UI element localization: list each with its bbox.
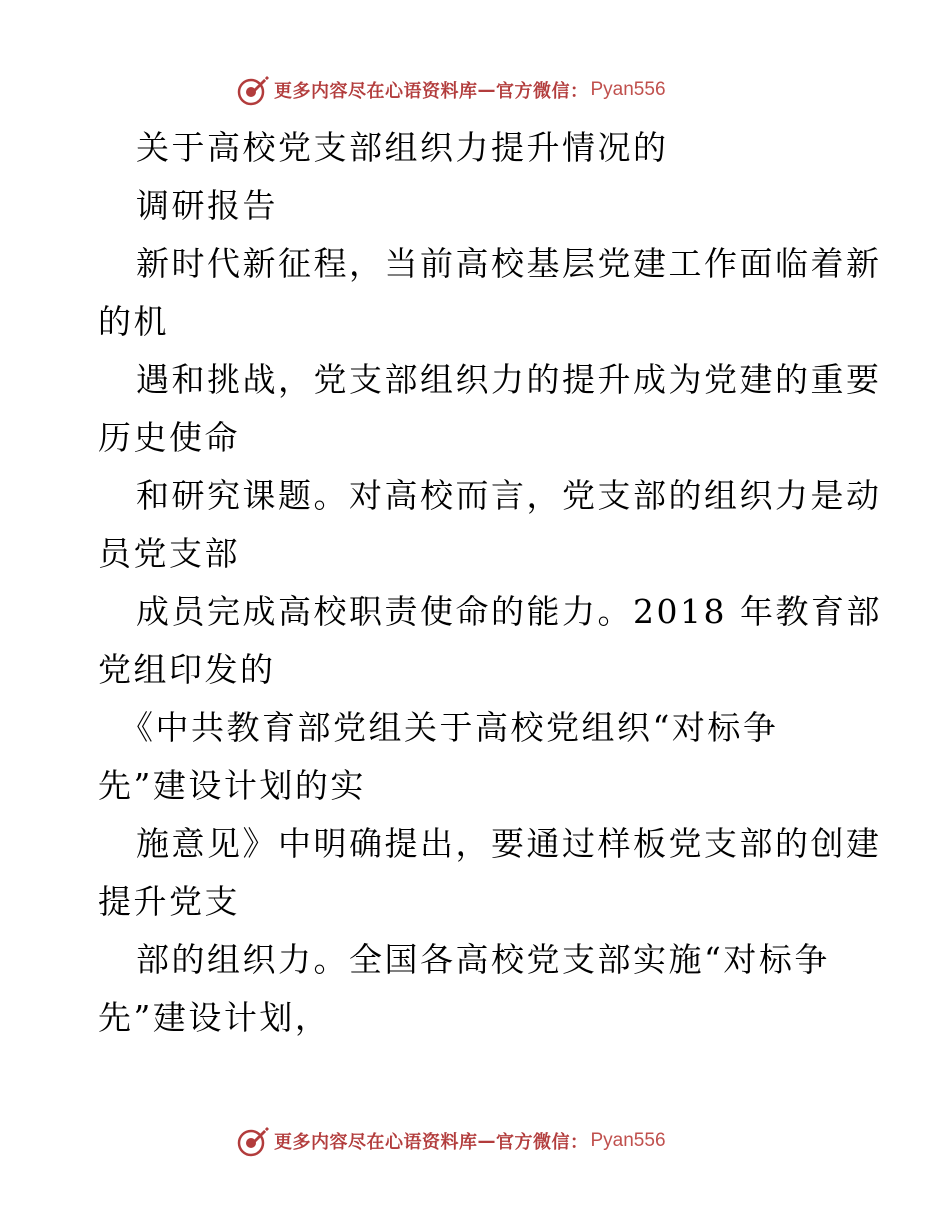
watermark-dash: — bbox=[477, 79, 496, 101]
watermark-site-text: 更多内容尽在心语资料库 bbox=[274, 1132, 478, 1153]
watermark-wechat-label: 官方微信： bbox=[496, 1132, 589, 1153]
paragraph-line: 部的组织力。全国各高校党支部实施“对标争 bbox=[136, 940, 830, 979]
footer-watermark bbox=[236, 1123, 666, 1159]
paragraph-line: 先”建设计划的实 bbox=[98, 766, 366, 805]
paragraph-line: 员党支部 bbox=[98, 534, 240, 573]
paragraph-line: 提升党支 bbox=[98, 882, 240, 921]
paragraph-line: 新时代新征程，当前高校基层党建工作面临着新 bbox=[136, 244, 882, 283]
paragraph-line: 先”建设计划， bbox=[98, 998, 331, 1037]
watermark-wechat-id: Pyan556 bbox=[590, 1130, 666, 1151]
paragraph-line: 党组印发的 bbox=[98, 650, 276, 689]
paragraph-line: 《中共教育部党组关于高校党组织“对标争 bbox=[120, 708, 779, 747]
paragraph-line: 遇和挑战，党支部组织力的提升成为党建的重要 bbox=[136, 360, 882, 399]
quill-seal-icon bbox=[236, 73, 270, 107]
header-watermark bbox=[236, 72, 666, 108]
watermark-site-text: 更多内容尽在心语资料库 bbox=[274, 81, 478, 102]
quill-seal-icon bbox=[236, 1124, 270, 1158]
doc-title-line-1: 关于高校党支部组织力提升情况的 bbox=[136, 128, 669, 167]
paragraph-line: 的机 bbox=[98, 302, 169, 341]
watermark-wechat-id: Pyan556 bbox=[590, 79, 666, 100]
paragraph-line: 和研究课题。对高校而言，党支部的组织力是动 bbox=[136, 476, 882, 515]
watermark-dash: — bbox=[477, 1130, 496, 1152]
paragraph-line: 成员完成高校职责使命的能力。2018 年教育部 bbox=[136, 592, 882, 631]
paragraph-line: 施意见》中明确提出，要通过样板党支部的创建 bbox=[136, 824, 882, 863]
paragraph-line: 历史使命 bbox=[98, 418, 240, 457]
doc-title-line-2: 调研报告 bbox=[136, 186, 278, 225]
watermark-wechat-label: 官方微信： bbox=[496, 81, 589, 102]
